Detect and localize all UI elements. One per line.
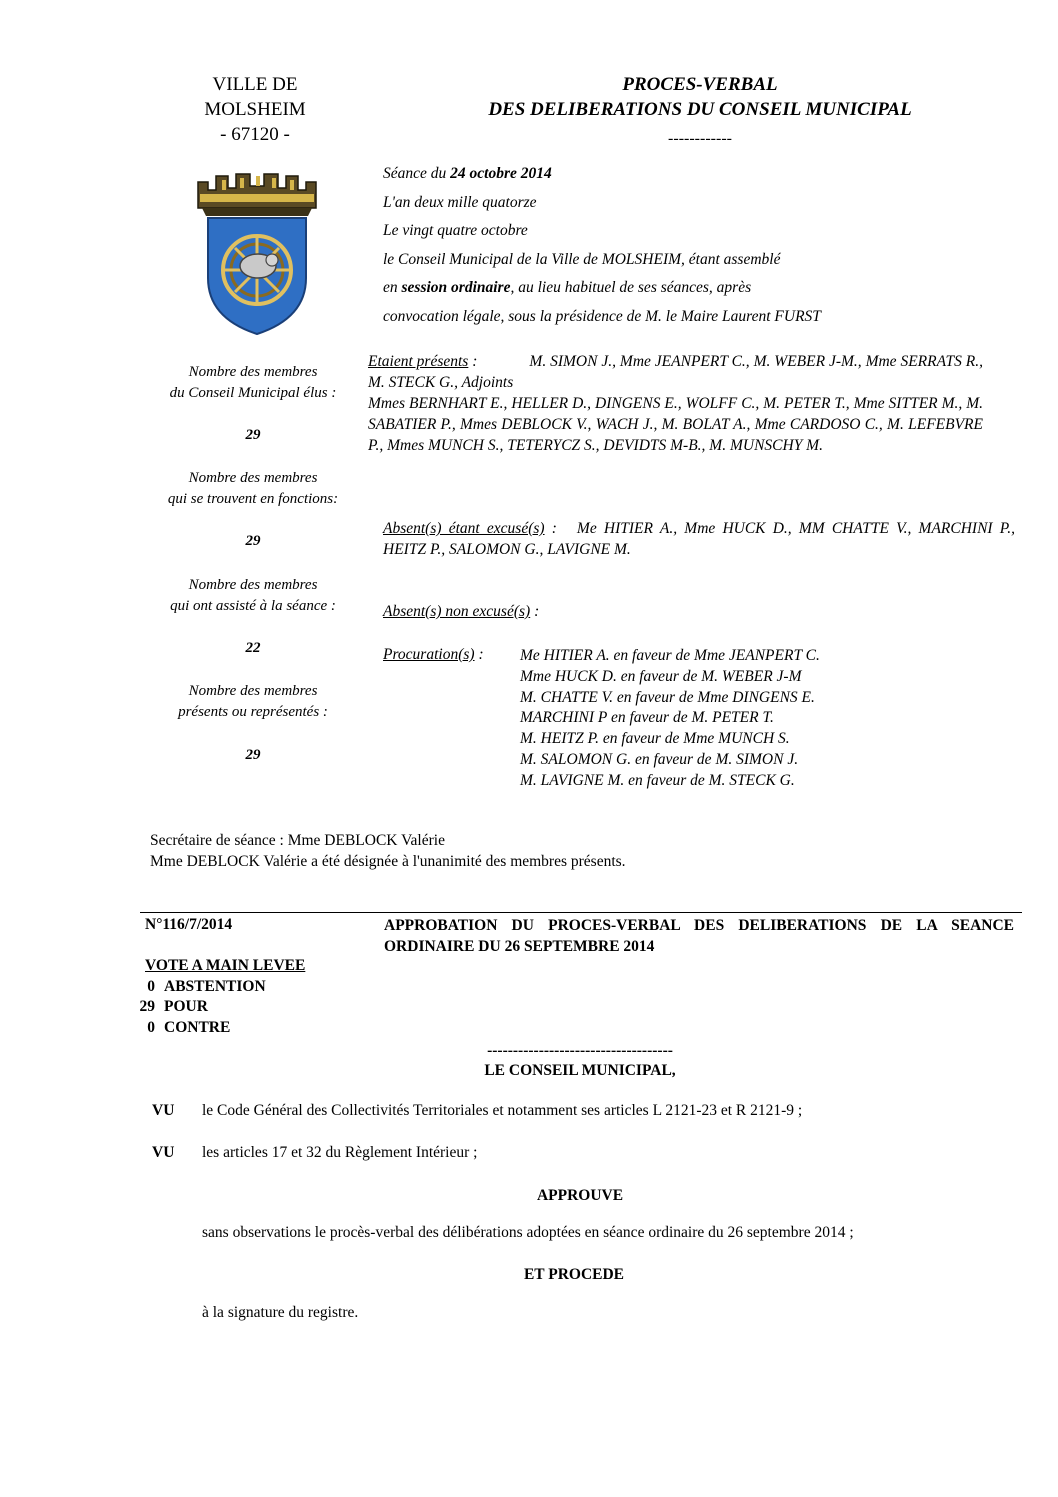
label-colon: : bbox=[544, 520, 557, 537]
present-members bbox=[368, 351, 983, 456]
stat-represented-value: 29 bbox=[245, 747, 261, 763]
excused-absents bbox=[383, 518, 1015, 560]
proxy-item: M. HEITZ P. en faveur de Mme MUNCH S. bbox=[520, 730, 790, 748]
vote-row-contre bbox=[133, 1018, 305, 1039]
title-line-1: PROCES-VERBAL bbox=[622, 74, 778, 95]
proxy-item: M. CHATTE V. en faveur de Mme DINGENS E. bbox=[520, 688, 815, 706]
stat-label-line: présents ou représentés : bbox=[178, 704, 328, 720]
session-line-3: Le vingt quatre octobre bbox=[383, 222, 528, 239]
proceed-text: à la signature du registre. bbox=[202, 1304, 359, 1321]
proxies-label-wrap bbox=[383, 646, 484, 664]
session-line-5-suffix: , au lieu habituel de ses séances, après bbox=[510, 279, 752, 296]
deliberation-number: N°116/7/2014 bbox=[145, 916, 233, 933]
session-line-4: le Conseil Municipal de la Ville de MOLSHEIM, étant assemblé bbox=[383, 250, 781, 268]
unexcused-absents-label: Absent(s) non excusé(s) bbox=[383, 603, 531, 620]
session-date: 24 octobre 2014 bbox=[450, 165, 552, 182]
present-members-label: Etaient présents bbox=[368, 353, 469, 370]
stat-elected-label bbox=[140, 362, 366, 404]
proxies-list bbox=[520, 646, 820, 792]
present-members-para-1 bbox=[368, 351, 983, 393]
label-colon: : bbox=[530, 603, 540, 620]
vote-row-pour bbox=[133, 997, 305, 1018]
stat-represented-label bbox=[140, 681, 366, 723]
excused-absents-label: Absent(s) étant excusé(s) bbox=[383, 520, 545, 537]
stat-label-line: qui ont assisté à la séance : bbox=[170, 598, 336, 614]
vote-label: ABSTENTION bbox=[164, 977, 266, 995]
proxy-item: Mme HUCK D. en faveur de M. WEBER J-M bbox=[520, 667, 802, 685]
proxies-label: Procuration(s) bbox=[383, 646, 475, 663]
vu-text-2: les articles 17 et 32 du Règlement Intérieur ; bbox=[202, 1144, 478, 1161]
city-line-3: - 67120 - bbox=[220, 124, 290, 145]
proxy-item: MARCHINI P en faveur de M. PETER T. bbox=[520, 709, 774, 727]
session-intro bbox=[383, 160, 983, 331]
unexcused-absents bbox=[383, 603, 539, 621]
approve-heading: APPROUVE bbox=[536, 1187, 624, 1204]
stat-label-line: du Conseil Municipal élus : bbox=[169, 385, 337, 401]
session-line-5 bbox=[383, 274, 983, 303]
vote-count: 0 bbox=[147, 977, 155, 995]
proxy-item: M. SALOMON G. en faveur de M. SIMON J. bbox=[520, 750, 799, 768]
stat-label-line: Nombre des membres bbox=[188, 364, 318, 380]
vote-title: VOTE A MAIN LEVEE bbox=[145, 957, 306, 974]
session-line-2: L'an deux mille quatorze bbox=[383, 193, 537, 211]
vote-label: POUR bbox=[164, 998, 208, 1016]
stat-label-line: Nombre des membres bbox=[188, 577, 318, 593]
proxy-item: M. LAVIGNE M. en faveur de M. STECK G. bbox=[520, 771, 795, 789]
stat-attended-value: 22 bbox=[245, 640, 261, 656]
vote-label: CONTRE bbox=[164, 1018, 231, 1036]
proceed-heading: ET PROCEDE bbox=[523, 1266, 625, 1283]
present-members-list-2: Mmes BERNHART E., HELLER D., DINGENS E., WOLFF C., M. PETER T., Mme SITTER M., M. SABATIER P., Mmes DEBLOCK V., WACH J., M. BOLAT A., Mme CARDOSO C., M. LEFEBVRE P., Mmes MUNCH S., TETERYCZ S., DEVIDTS M-B., M. MUNSCHY M. bbox=[368, 395, 983, 454]
vote-row-abstention bbox=[133, 977, 305, 998]
session-date-prefix: Séance du bbox=[383, 165, 451, 182]
vote-count: 29 bbox=[139, 998, 155, 1016]
council-heading: LE CONSEIL MUNICIPAL, bbox=[484, 1062, 676, 1079]
title-separator: ------------ bbox=[668, 130, 732, 147]
vu-label-1: VU bbox=[152, 1102, 175, 1119]
stat-label-line: Nombre des membres bbox=[188, 470, 318, 486]
session-line-5-prefix: en bbox=[383, 279, 402, 296]
coat-of-arms-icon bbox=[192, 168, 322, 336]
label-colon: : bbox=[474, 646, 484, 663]
section-divider bbox=[140, 912, 1022, 913]
session-date-line bbox=[383, 160, 983, 189]
stat-in-office-label bbox=[140, 468, 366, 510]
excused-absents-list: Me HITIER A., Mme HUCK D., MM CHATTE V., MARCHINI P., HEITZ P., SALOMON G., LAVIGNE M. bbox=[383, 520, 1015, 558]
session-secretary bbox=[150, 830, 626, 872]
approve-text: sans observations le procès-verbal des délibérations adoptées en séance ordinaire du 26 septembre 2014 ; bbox=[202, 1224, 854, 1241]
vote-result bbox=[139, 956, 306, 1038]
proxy-item: Me HITIER A. en faveur de Mme JEANPERT C. bbox=[520, 647, 820, 664]
stat-elected-value: 29 bbox=[245, 427, 261, 443]
stat-in-office-value: 29 bbox=[245, 533, 261, 549]
stat-label-line: qui se trouvent en fonctions: bbox=[167, 491, 339, 507]
document-title bbox=[380, 72, 1020, 122]
vu-label-2: VU bbox=[152, 1144, 175, 1161]
stat-label-line: Nombre des membres bbox=[188, 683, 318, 699]
title-line-2: DES DELIBERATIONS DU CONSEIL MUNICIPAL bbox=[488, 99, 912, 120]
city-heading bbox=[160, 72, 350, 147]
council-separator: ------------------------------------ bbox=[487, 1042, 673, 1059]
vu-text-1: le Code Général des Collectivités Territoriales et notamment ses articles L 2121-23 et R 2121-9 ; bbox=[202, 1102, 803, 1119]
city-line-2: MOLSHEIM bbox=[204, 99, 306, 120]
stat-attended-label bbox=[140, 575, 366, 617]
vote-count: 0 bbox=[147, 1018, 155, 1036]
session-line-6: convocation légale, sous la présidence de M. le Maire Laurent FURST bbox=[383, 307, 821, 325]
secretary-line-1: Secrétaire de séance : Mme DEBLOCK Valérie bbox=[150, 832, 445, 849]
secretary-line-2: Mme DEBLOCK Valérie a été désignée à l'unanimité des membres présents. bbox=[150, 853, 626, 870]
label-colon: : bbox=[468, 353, 478, 370]
session-type: session ordinaire bbox=[401, 279, 511, 296]
present-members-list: M. SIMON J., Mme JEANPERT C., M. WEBER J-M., Mme SERRATS R., M. STECK G., Adjoints bbox=[368, 353, 984, 391]
city-line-1: VILLE DE bbox=[212, 74, 298, 95]
deliberation-title: APPROBATION DU PROCES-VERBAL DES DELIBERATIONS DE LA SEANCE ORDINAIRE DU 26 SEPTEMBRE 2014 bbox=[384, 917, 1014, 955]
